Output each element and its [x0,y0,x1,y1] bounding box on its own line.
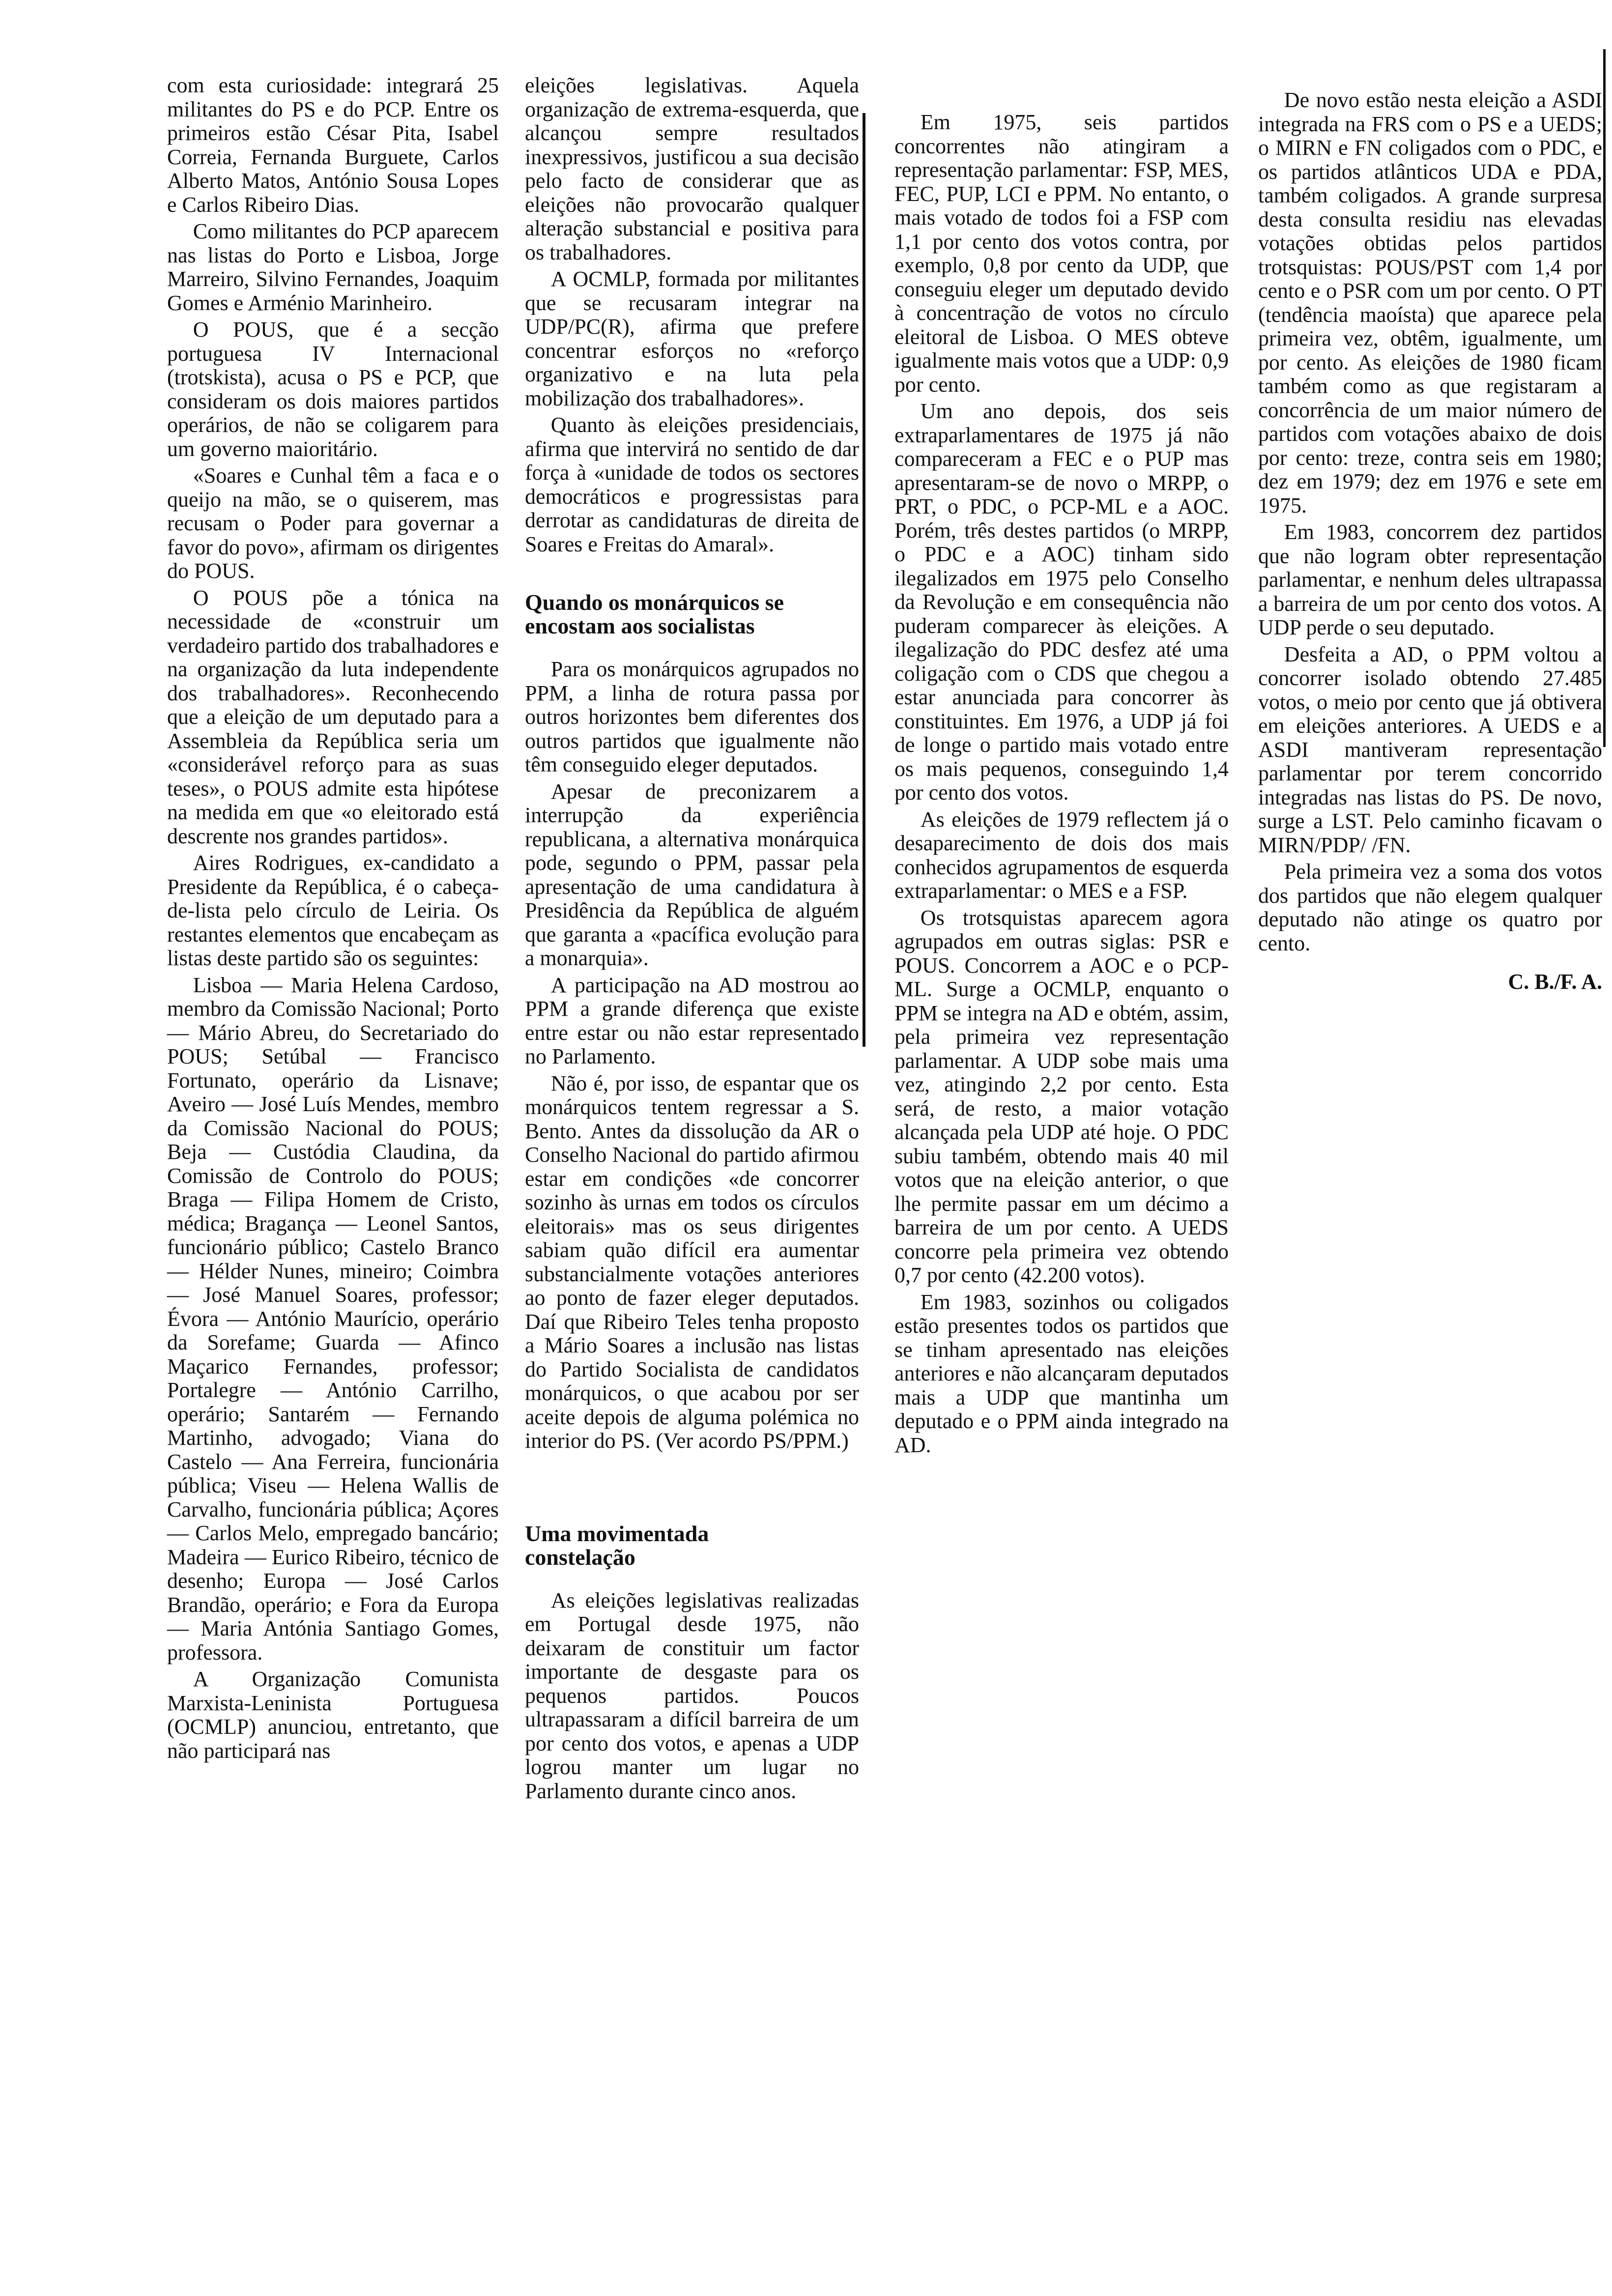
article-column-2 [525,74,859,1806]
paragraph: As eleições de 1979 reflectem já o desaparecimento de dois dos mais conhecidos agrupamentos de esquerda extraparlamentar: o MES e a FSP. [894,807,1229,903]
paragraph: Não é, por isso, de espantar que os monárquicos tentem regressar a S. Bento. Antes da dissolução da AR o Conselho Nacional do partido afirmou estar em condições «de concorrer sozinho às urnas em todos os círculos eleitorais» mas os seus dirigentes sabiam quão difícil era aumentar substancialmente votações anteriores ao ponto de fazer eleger deputados. Daí que Ribeiro Teles tenha proposto a Mário Soares a inclusão nas listas do Partido Socialista de candidatos monárquicos, o que acabou por ser aceite depois de alguma polémica no interior do PS. (Ver acordo PS/PPM.) [525,1071,859,1453]
article-column-1 [167,74,499,1766]
author-signature: C. B./F. A. [1508,970,1602,994]
paragraph: As eleições legislativas realizadas em Portugal desde 1975, não deixaram de constituir um factor importante de desgaste para os pequenos partidos. Poucos ultrapassaram a difícil barreira de um por cento dos votos, e apenas a UDP logrou manter um lugar no Parlamento durante cinco anos. [525,1588,859,1803]
paragraph: Em 1983, concorrem dez partidos que não logram obter representação parlamentar, e nenhum deles ultrapassa a barreira de um por cento dos votos. A UDP perde o seu deputado. [1258,520,1602,639]
article-column-3 [894,111,1229,1460]
paragraph: A participação na AD mostrou ao PPM a grande diferença que existe entre estar ou não estar representado no Parlamento. [525,973,859,1068]
paragraph: «Soares e Cunhal têm a faca e o queijo na mão, se o quiserem, mas recusam o Poder para governar a favor do povo», afirmam os dirigentes do POUS. [167,463,499,583]
section-heading: Quando os monárquicos se encostam aos socialistas [525,590,784,638]
paragraph: Os trotsquistas aparecem agora agrupados em outras siglas: PSR e POUS. Concorrem a AOC e o PCP-ML. Surge a OCMLP, enquanto o PPM se integra na AD e obtém, assim, pela primeira vez representação parlamentar. A UDP sobe mais uma vez, atingindo 2,2 por cento. Esta será, de resto, a maior votação alcançada pela UDP até hoje. O PDC subiu também, obtendo mais 40 mil votos que na eleição anterior, o que lhe permite passar em um décimo a barreira de um por cento. A UEDS concorre pela primeira vez obtendo 0,7 por cento (42.200 votos). [894,905,1229,1287]
paragraph: Quanto às eleições presidenciais, afirma que intervirá no sentido de dar força à «unidade de todos os sectores democráticos e progressistas para derrotar as candidaturas de direita de Soares e Freitas do Amaral». [525,413,859,556]
paragraph: Um ano depois, dos seis extraparlamentares de 1975 já não compareceram a FEC e o PUP mas apresentaram-se de novo o MRPP, o PRT, o PDC, o PCP-ML e a AOC. Porém, três destes partidos (o MRPP, o PDC e a AOC) tinham sido ilegalizados em 1975 pelo Conselho da Revolução e em consequência não puderam comparecer às eleições. A ilegalização do PDC desfez até uma coligação com o CDS que chegou a estar anunciada para concorrer às constituintes. Em 1976, a UDP já foi de longe o partido mais votado entre os mais pequenos, conseguindo 1,4 por cento dos votos. [894,399,1229,804]
column-rule [863,113,865,1047]
paragraph: Lisboa — Maria Helena Cardoso, membro da Comissão Nacional; Porto — Mário Abreu, do Secretariado do POUS; Setúbal — Francisco Fortunato, operário da Lisnave; Aveiro — José Luís Mendes, membro da Comissão Nacional do POUS; Beja — Custódia Claudina, da Comissão de Controlo do POUS; Braga — Filipa Homem de Cristo, médica; Bragança — Leonel Santos, funcionário público; Castelo Branco — Hélder Nunes, mineiro; Coimbra — José Manuel Soares, professor; Évora — António Maurício, operário da Sorefame; Guarda — Afinco Maçarico Fernandes, professor; Portalegre — António Carrilho, operário; Santarém — Fernando Martinho, advogado; Viana do Castelo — Ana Ferreira, funcionária pública; Viseu — Helena Wallis de Carvalho, funcionária pública; Açores — Carlos Melo, empregado bancário; Madeira — Eurico Ribeiro, técnico de desenho; Europa — José Carlos Brandão, operário; e Fora da Europa — Maria Antónia Santiago Gomes, professora. [167,973,499,1665]
paragraph: com esta curiosidade: integrará 25 militantes do PS e do PCP. Entre os primeiros estão César Pita, Isabel Correia, Fernanda Burguete, Carlos Alberto Matos, António Sousa Lopes e Carlos Ribeiro Dias. [167,73,499,217]
paragraph: O POUS põe a tónica na necessidade de «construir um verdadeiro partido dos trabalhadores e na organização da luta independente dos trabalhadores». Reconhecendo que a eleição de um deputado para a Assembleia da República seria um «considerável reforço para as suas teses», o POUS admite esta hipótese na medida em que «o eleitorado está descrente nos grandes partidos». [167,585,499,848]
article-column-4 [1258,88,1602,994]
paragraph: eleições legislativas. Aquela organização de extrema-esquerda, que alcançou sempre resultados inexpressivos, justificou a sua decisão pelo facto de considerar que as eleições não provocarão qualquer alteração substancial e positiva para os trabalhadores. [525,73,859,264]
paragraph: Aires Rodrigues, ex-candidato a Presidente da República, é o cabeça-de-lista pelo círculo de Leiria. Os restantes elementos que encabeçam as listas deste partido são os seguintes: [167,851,499,970]
paragraph: A OCMLP, formada por militantes que se recusaram integrar na UDP/PC(R), afirma que prefere concentrar esforços no «reforço organizativo e na luta pela mobilização dos trabalhadores». [525,267,859,410]
paragraph: A Organização Comunista Marxista-Leninista Portuguesa (OCMLP) anunciou, entretanto, que não participará nas [167,1667,499,1763]
column-rule [1603,49,1606,747]
paragraph: Como militantes do PCP aparecem nas listas do Porto e Lisboa, Jorge Marreiro, Silvino Fernandes, Joaquim Gomes e Arménio Marinheiro. [167,219,499,315]
paragraph: Desfeita a AD, o PPM voltou a concorrer isolado obtendo 27.485 votos, o meio por cento que já obtivera em eleições anteriores. A UEDS e a ASDI mantiveram representação parlamentar por terem concorrido integradas nas listas do PS. De novo, surge a LST. Pelo caminho ficavam o MIRN/PDP/ /FN. [1258,642,1602,857]
paragraph: Em 1975, seis partidos concorrentes não atingiram a representação parlamentar: FSP, MES, FEC, PUP, LCI e PPM. No entanto, o mais votado de todos foi a FSP com 1,1 por cento dos votos contra, por exemplo, 0,8 por cento da UDP, que conseguiu eleger um deputado devido à concentração de votos no círculo eleitoral de Lisboa. O MES obteve igualmente mais votos que a UDP: 0,9 por cento. [894,110,1229,397]
section-heading: Uma movimentada constelação [525,1521,709,1570]
paragraph: O POUS, que é a secção portuguesa IV Internacional (trotskista), acusa o PS e PCP, que consideram os dois maiores partidos operários, de não se coligarem para um governo maioritário. [167,317,499,461]
paragraph: Em 1983, sozinhos ou coligados estão presentes todos os partidos que se tinham apresentado nas eleições anteriores e não alcançaram deputados mais a UDP que mantinha um deputado e o PPM ainda integrado na AD. [894,1290,1229,1457]
paragraph: De novo estão nesta eleição a ASDI integrada na FRS com o PS e a UEDS; o MIRN e FN coligados com o PDC, e os partidos atlânticos UDA e PDA, também coligados. A grande surpresa desta consulta residiu nas elevadas votações obtidas pelos partidos trotsquistas: POUS/PST com 1,4 por cento e o PSR com um por cento. O PT (tendência maoísta) que aparece pela primeira vez, obtêm, igualmente, um por cento. As eleições de 1980 ficam também como as que registaram a concorrência de um maior número de partidos com votações abaixo de dois por cento: treze, contra seis em 1980; dez em 1979; dez em 1976 e sete em 1975. [1258,88,1602,517]
paragraph: Pela primeira vez a soma dos votos dos partidos que não elegem qualquer deputado não atinge os quatro por cento. [1258,860,1602,955]
paragraph: Para os monárquicos agrupados no PPM, a linha de rotura passa por outros horizontes bem diferentes dos outros partidos que igualmente não têm conseguido eleger deputados. [525,657,859,776]
paragraph: Apesar de preconizarem a interrupção da experiência republicana, a alternativa monárquica pode, segundo o PPM, passar pela apresentação de uma candidatura à Presidência da República de alguém que garanta a «pacífica evolução para a monarquia». [525,779,859,970]
